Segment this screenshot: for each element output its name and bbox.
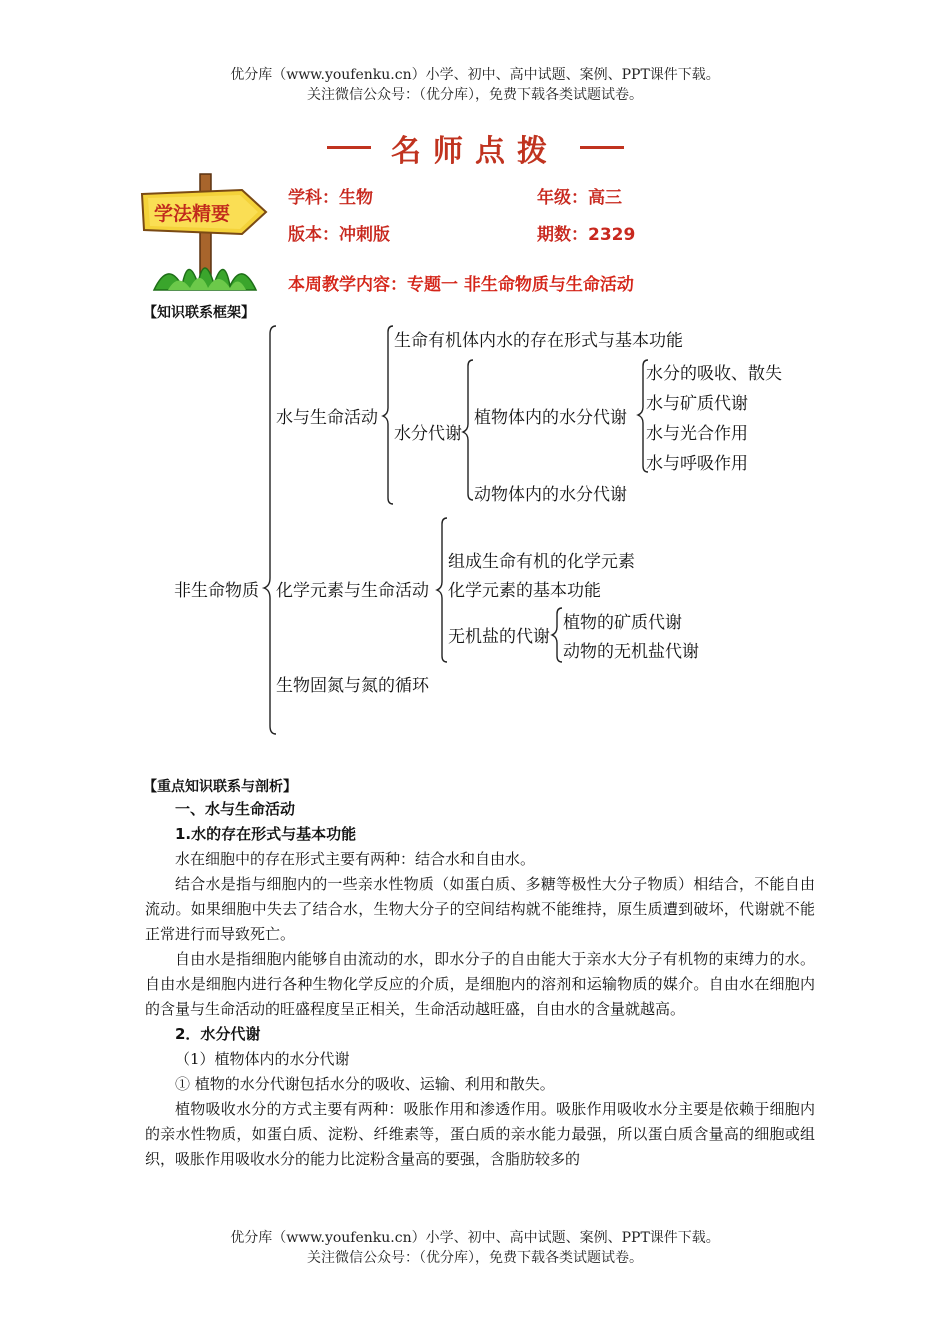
tree-nitrogen: 生物固氮与氮的循环: [276, 676, 429, 696]
paragraph: 水在细胞中的存在形式主要有两种：结合水和自由水。: [175, 850, 536, 868]
grade-label: 年级：高三: [537, 188, 622, 208]
section-2-title: 2．水分代谢: [175, 1025, 261, 1043]
analysis-heading: 【重点知识联系与剖析】: [143, 779, 297, 795]
tree-water-metab: 水分代谢: [394, 424, 462, 444]
footer-line-2: 关注微信公众号：（优分库），免费下载各类试题试卷。: [307, 1250, 643, 1266]
signpost-icon: [138, 168, 272, 296]
tree-salt: 无机盐的代谢: [448, 627, 550, 647]
tree-root: 非生命物质: [174, 581, 259, 601]
tree-chem: 化学元素与生命活动: [276, 581, 429, 601]
paragraph: 植物吸收水分的方式主要有两种：吸胀作用和渗透作用。吸胀作用吸收水分主要是依赖于细胞内的亲水性物质，如蛋白质、淀粉、纤维素等，蛋白质的亲水能力最强，所以蛋白质含量高的细胞或组织，吸胀作用吸收水分的能力比淀粉含量高的要强，含脂肪较多的: [145, 1100, 815, 1168]
tree-plant-item: 水与呼吸作用: [646, 454, 748, 474]
framework-heading: 【知识联系框架】: [143, 305, 255, 321]
weekly-content: 本周教学内容：专题一 非生命物质与生命活动: [288, 275, 634, 295]
header-line-1: 优分库（www.youfenku.cn）小学、初中、高中试题、案例、PPT课件下载。: [230, 67, 720, 83]
paragraph: 自由水是指细胞内能够自由流动的水，即水分子的自由能大于亲水大分子有机物的束缚力的水。自由水是细胞内进行各种生物化学反应的介质，是细胞内的溶剂和运输物质的媒介。自由水在细胞内的含量与生命活动的旺盛程度呈正相关，生命活动越旺盛，自由水的含量就越高。: [145, 950, 815, 1018]
tree-water-forms: 生命有机体内水的存在形式与基本功能: [394, 331, 683, 351]
tree-plant-item: 水与矿质代谢: [646, 394, 748, 414]
tree-water: 水与生命活动: [276, 408, 378, 428]
tree-chem-item: 组成生命有机的化学元素: [448, 552, 635, 572]
paragraph: ① 植物的水分代谢包括水分的吸收、运输、利用和散失。: [175, 1075, 555, 1093]
tree-salt-item: 植物的矿质代谢: [563, 613, 682, 633]
footer-line-1: 优分库（www.youfenku.cn）小学、初中、高中试题、案例、PPT课件下载。: [230, 1230, 720, 1246]
section-1-title: 一、水与生命活动: [175, 800, 296, 818]
header-line-2: 关注微信公众号：（优分库），免费下载各类试题试卷。: [307, 87, 643, 103]
signpost-text: 学法精要: [154, 203, 231, 225]
issue-label: 期数：2329: [537, 225, 636, 245]
tree-chem-item: 化学元素的基本功能: [448, 581, 601, 601]
tree-salt-item: 动物的无机盐代谢: [563, 642, 699, 662]
section-2-1-title: （1）植物体内的水分代谢: [175, 1050, 350, 1068]
tree-plant-item: 水分的吸收、散失: [646, 364, 782, 384]
tree-plant-water: 植物体内的水分代谢: [474, 408, 627, 428]
section-1-1-title: 1.水的存在形式与基本功能: [175, 825, 357, 843]
tree-animal-water: 动物体内的水分代谢: [474, 485, 627, 505]
subject-label: 学科：生物: [288, 188, 373, 208]
analysis-body: [145, 797, 815, 1172]
tree-plant-item: 水与光合作用: [646, 424, 748, 444]
banner-title: 名师点拨: [391, 134, 559, 169]
paragraph: 结合水是指与细胞内的一些亲水性物质（如蛋白质、多糖等极性大分子物质）相结合，不能自由流动。如果细胞中失去了结合水，生物大分子的空间结构就不能维持，原生质遭到破坏，代谢就不能正常进行而导致死亡。: [145, 875, 815, 943]
banner-rule-left: [327, 146, 371, 149]
banner-rule-right: [580, 146, 624, 149]
edition-label: 版本：冲刺版: [288, 225, 390, 245]
